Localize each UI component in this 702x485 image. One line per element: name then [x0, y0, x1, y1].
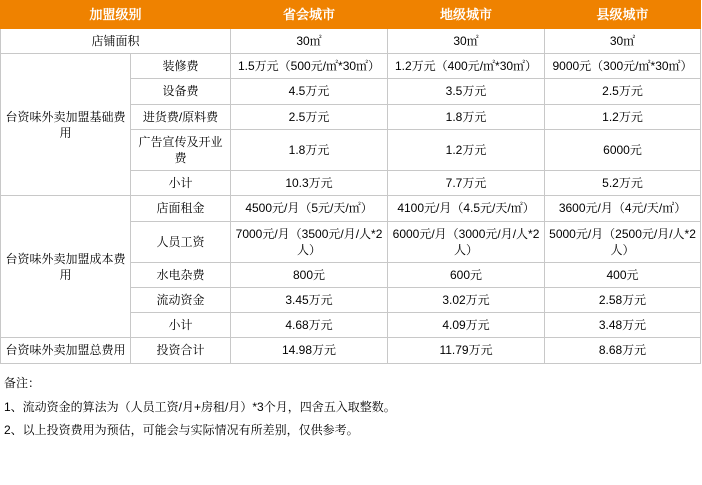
cell-advertising-county: 6000元: [545, 129, 701, 170]
group-label-basic-fees: 台资味外卖加盟基础费用: [1, 54, 131, 196]
table-row-total-investment: [1, 338, 701, 363]
row-label-decoration-fee: 装修费: [131, 54, 231, 79]
notes-section: [0, 364, 702, 442]
cell-operating-subtotal-county: 3.48万元: [545, 313, 701, 338]
cell-equipment-prefecture: 3.5万元: [388, 79, 545, 104]
cell-operating-subtotal-provincial: 4.68万元: [231, 313, 388, 338]
row-label-utilities: 水电杂费: [131, 262, 231, 287]
cell-utilities-county: 400元: [545, 262, 701, 287]
table-header-row: [1, 1, 701, 29]
cell-rent-provincial: 4500元/月（5元/天/㎡）: [231, 196, 388, 221]
row-label-advertising-fee: 广告宣传及开业费: [131, 129, 231, 170]
cell-working-capital-county: 2.58万元: [545, 288, 701, 313]
cell-decoration-prefecture: 1.2万元（400元/㎡*30㎡）: [388, 54, 545, 79]
cell-working-capital-prefecture: 3.02万元: [388, 288, 545, 313]
cell-total-prefecture: 11.79万元: [388, 338, 545, 363]
cell-rent-prefecture: 4100元/月（4.5元/天/㎡）: [388, 196, 545, 221]
table-row-store-area: [1, 29, 701, 54]
table-row-decoration-fee: [1, 54, 701, 79]
group-label-operating-costs: 台资味外卖加盟成本费用: [1, 196, 131, 338]
column-header-prefecture-city: 地级城市: [388, 1, 545, 29]
cell-salary-county: 5000元/月（2500元/月/人*2人）: [545, 221, 701, 262]
cell-decoration-provincial: 1.5万元（500元/㎡*30㎡）: [231, 54, 388, 79]
cell-operating-subtotal-prefecture: 4.09万元: [388, 313, 545, 338]
table-body: [1, 29, 701, 364]
cell-store-area-county: 30㎡: [545, 29, 701, 54]
cell-stock-prefecture: 1.8万元: [388, 104, 545, 129]
cell-basic-subtotal-county: 5.2万元: [545, 171, 701, 196]
cell-salary-prefecture: 6000元/月（3000元/月/人*2人）: [388, 221, 545, 262]
cell-utilities-provincial: 800元: [231, 262, 388, 287]
table-row-rent: [1, 196, 701, 221]
note-line-2: 2、以上投资费用为预估，可能会与实际情况有所差别，仅供参考。: [4, 423, 359, 438]
group-label-total-fees: 台资味外卖加盟总费用: [1, 338, 131, 363]
row-label-working-capital: 流动资金: [131, 288, 231, 313]
row-label-total-investment: 投资合计: [131, 338, 231, 363]
cell-store-area-provincial: 30㎡: [231, 29, 388, 54]
column-header-county-city: 县级城市: [545, 1, 701, 29]
cell-working-capital-provincial: 3.45万元: [231, 288, 388, 313]
cell-salary-provincial: 7000元/月（3500元/月/人*2人）: [231, 221, 388, 262]
row-label-equipment-fee: 设备费: [131, 79, 231, 104]
cell-advertising-provincial: 1.8万元: [231, 129, 388, 170]
cell-store-area-prefecture: 30㎡: [388, 29, 545, 54]
row-label-salary: 人员工资: [131, 221, 231, 262]
cell-equipment-county: 2.5万元: [545, 79, 701, 104]
cell-decoration-county: 9000元（300元/㎡*30㎡）: [545, 54, 701, 79]
notes-title: 备注：: [4, 375, 41, 390]
cell-total-county: 8.68万元: [545, 338, 701, 363]
row-label-stock-fee: 进货费/原料费: [131, 104, 231, 129]
row-label-operating-subtotal: 小计: [131, 313, 231, 338]
cell-equipment-provincial: 4.5万元: [231, 79, 388, 104]
row-label-basic-subtotal: 小计: [131, 171, 231, 196]
row-label-rent: 店面租金: [131, 196, 231, 221]
cell-utilities-prefecture: 600元: [388, 262, 545, 287]
table-header: [1, 1, 701, 29]
column-header-provincial-city: 省会城市: [231, 1, 388, 29]
cell-stock-county: 1.2万元: [545, 104, 701, 129]
cell-basic-subtotal-provincial: 10.3万元: [231, 171, 388, 196]
cell-basic-subtotal-prefecture: 7.7万元: [388, 171, 545, 196]
row-label-store-area: 店铺面积: [1, 29, 231, 54]
cell-stock-provincial: 2.5万元: [231, 104, 388, 129]
note-line-1: 1、流动资金的算法为（人员工资/月+房租/月）*3个月，四舍五入取整数。: [4, 400, 396, 415]
cell-rent-county: 3600元/月（4元/天/㎡）: [545, 196, 701, 221]
column-header-level: 加盟级别: [1, 1, 231, 29]
cell-advertising-prefecture: 1.2万元: [388, 129, 545, 170]
cell-total-provincial: 14.98万元: [231, 338, 388, 363]
